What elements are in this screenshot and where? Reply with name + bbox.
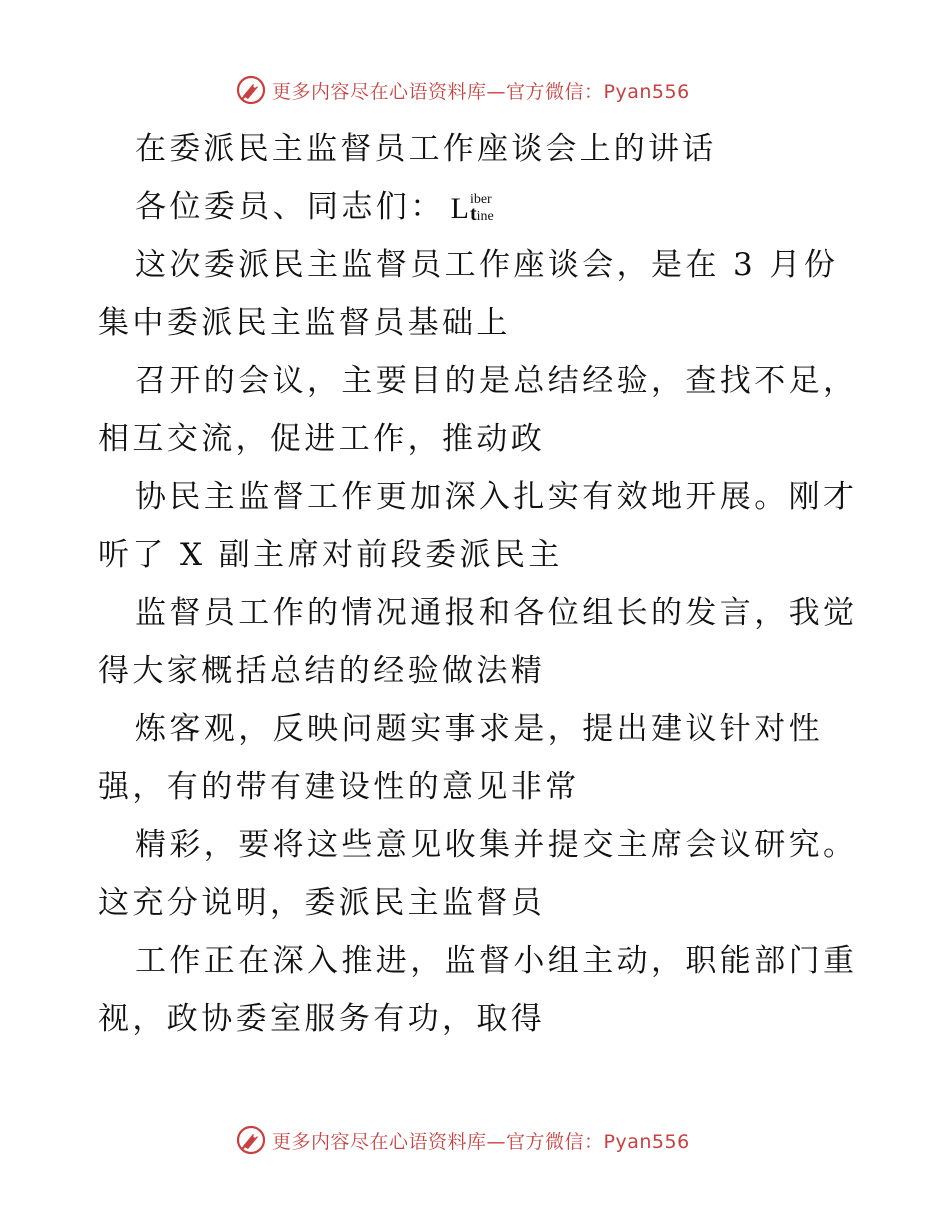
libertine-logo-t: t [469, 203, 477, 225]
paragraph-line: 监督员工作的情况通报和各位组长的发言，我觉 [135, 595, 858, 631]
libertine-logo-big-letter: L [450, 191, 469, 225]
paragraph-line: 听了 X 副主席对前段委派民主 [98, 537, 563, 573]
paragraph-line: 视，政协委室服务有功，取得 [98, 1001, 546, 1037]
libertine-logo-top: iber [469, 192, 492, 207]
salutation-line [98, 178, 868, 236]
salutation-text: 各位委员、同志们： [135, 189, 445, 225]
paragraph-line: 集中委派民主监督员基础上 [98, 305, 511, 341]
footer-watermark [236, 1122, 690, 1158]
paragraph-line: 这充分说明，委派民主监督员 [98, 885, 546, 921]
libertine-logo [451, 193, 494, 224]
libertine-logo-bottom-text: ine [476, 209, 494, 224]
paragraph-line: 精彩，要将这些意见收集并提交主席会议研究。 [135, 827, 858, 863]
paragraph-line: 召开的会议，主要目的是总结经验，查找不足， [135, 363, 858, 399]
paragraph-line: 炼客观，反映问题实事求是，提出建议针对性 [135, 711, 823, 747]
paragraph-line: 相互交流，促进工作，推动政 [98, 421, 546, 457]
libertine-logo-stack [470, 193, 494, 224]
document-body [98, 120, 868, 1048]
paragraph-line: 得大家概括总结的经验做法精 [98, 653, 546, 689]
header-watermark [236, 72, 690, 108]
pen-nib-logo-icon [236, 1125, 266, 1155]
paragraph-line: 这次委派民主监督员工作座谈会，是在 3 月份 [135, 247, 839, 283]
paragraph-line: 协民主监督工作更加深入扎实有效地开展。刚才 [135, 479, 858, 515]
watermark-text: 更多内容尽在心语资料库—官方微信：Pyan556 [272, 80, 690, 103]
watermark-text: 更多内容尽在心语资料库—官方微信：Pyan556 [272, 1130, 690, 1153]
paragraph-line: 工作正在深入推进，监督小组主动，职能部门重 [135, 943, 858, 979]
libertine-logo-bottom [469, 203, 494, 225]
document-title: 在委派民主监督员工作座谈会上的讲话 [135, 131, 717, 167]
paragraph-line: 强，有的带有建设性的意见非常 [98, 769, 580, 805]
pen-nib-logo-icon [236, 75, 266, 105]
